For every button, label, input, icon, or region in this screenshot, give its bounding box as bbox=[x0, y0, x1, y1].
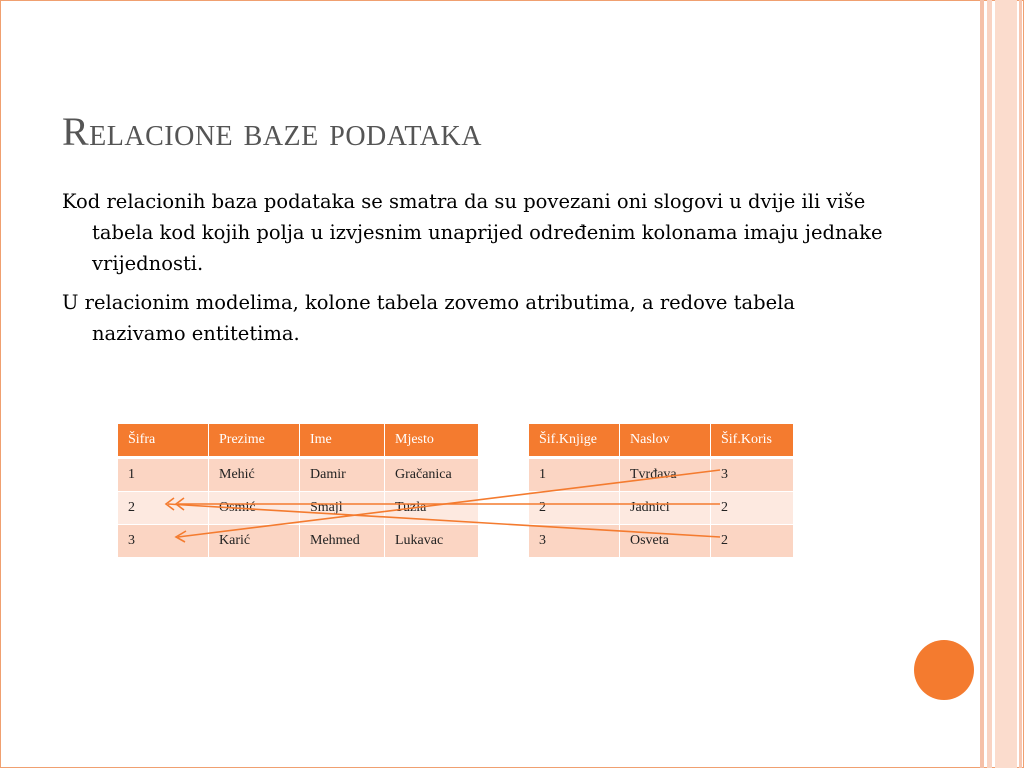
table-cell: Karić bbox=[209, 525, 300, 558]
table-cell: Tvrđava bbox=[620, 458, 711, 492]
table-cell: 2 bbox=[711, 492, 794, 525]
table-cell: 1 bbox=[529, 458, 620, 492]
table-cell: Damir bbox=[300, 458, 385, 492]
table-cell: 3 bbox=[711, 458, 794, 492]
table-cell: Lukavac bbox=[385, 525, 479, 558]
column-header: Ime bbox=[300, 424, 385, 458]
table-cell: Tuzla bbox=[385, 492, 479, 525]
table-cell: Gračanica bbox=[385, 458, 479, 492]
table-cell: Jadnici bbox=[620, 492, 711, 525]
table-cell: Mehić bbox=[209, 458, 300, 492]
table-cell: Smajl bbox=[300, 492, 385, 525]
column-header: Prezime bbox=[209, 424, 300, 458]
table-cell: 1 bbox=[118, 458, 209, 492]
decorative-circle-icon bbox=[914, 640, 974, 700]
table-cell: 3 bbox=[529, 525, 620, 558]
column-header: Šif.Koris bbox=[711, 424, 794, 458]
column-header: Šifra bbox=[118, 424, 209, 458]
column-header: Šif.Knjige bbox=[529, 424, 620, 458]
relation-line bbox=[168, 504, 720, 537]
column-header: Naslov bbox=[620, 424, 711, 458]
paragraph: Kod relacionih baza podataka se smatra da su povezani oni slogovi u dvije ili više tabela kod kojih polja u izvjesnim unaprijed određenim kolonama imaju jednake vrijednosti. bbox=[62, 190, 883, 275]
table-cell: Mehmed bbox=[300, 525, 385, 558]
column-header: Mjesto bbox=[385, 424, 479, 458]
table-cell: Osmić bbox=[209, 492, 300, 525]
table-cell: Osveta bbox=[620, 525, 711, 558]
table-cell: 3 bbox=[118, 525, 209, 558]
table-cell: 2 bbox=[529, 492, 620, 525]
slide-title: Relacione baze podataka bbox=[62, 109, 482, 154]
table-cell: 2 bbox=[711, 525, 794, 558]
table-cell: 2 bbox=[118, 492, 209, 525]
paragraph: U relacionim modelima, kolone tabela zovemo atributima, a redove tabela nazivamo entitetima. bbox=[62, 291, 796, 345]
